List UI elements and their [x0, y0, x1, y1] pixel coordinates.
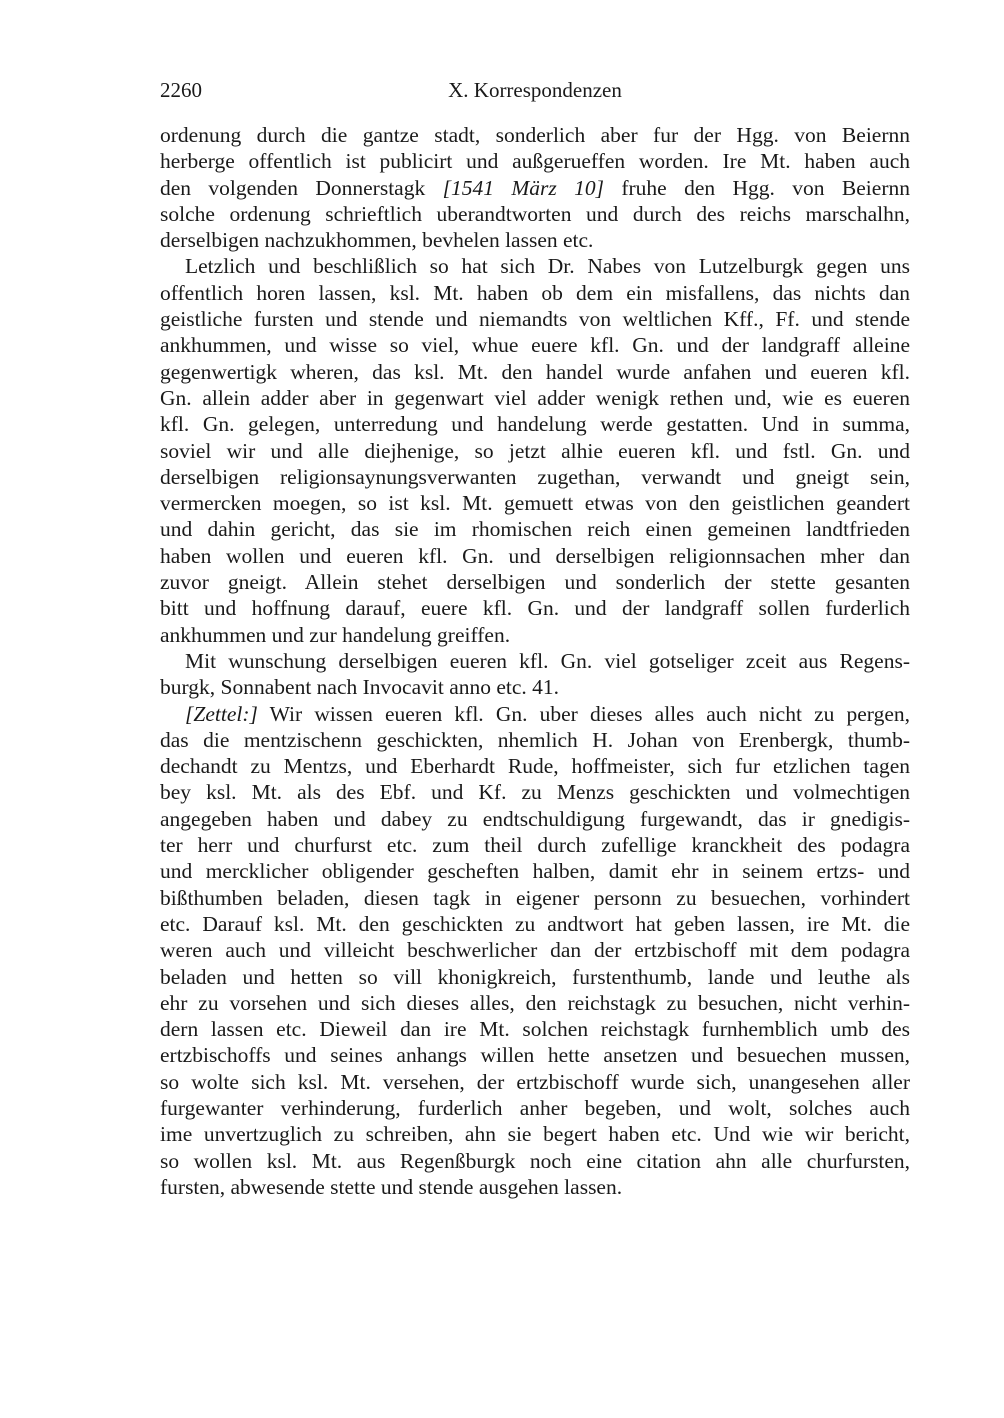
text-line: geistliche fursten und stende und niemandts von weltlichen Kff., Ff. und stende: [160, 307, 910, 332]
text-line: dechandt zu Mentzs, und Eberhardt Rude, hoffmeister, sich fur etzlichen tagen: [160, 754, 910, 779]
text-line: Gn. allein adder aber in gegenwart viel adder wenigk rethen und, wie es eueren: [160, 385, 910, 410]
text-line: ankhummen, und wisse so viel, whue euere kfl. Gn. und der landgraff alleine: [160, 333, 910, 358]
text-line: [Zettel:] Wir wissen eueren kfl. Gn. uber dieses alles auch nicht zu pergen,: [185, 701, 910, 726]
text-line: ime unvertzuglich zu schreiben, ahn sie begert haben etc. Und wie wir bericht,: [160, 1122, 910, 1147]
text-line: haben wollen und eueren kfl. Gn. und derselbigen religionnsachen mher dan: [160, 543, 910, 568]
text-line: zuvor gneigt. Allein stehet derselbigen und sonderlich der stette gesanten: [160, 570, 910, 595]
text-line: burgk, Sonnabent nach Invocavit anno etc. 41.: [160, 675, 560, 700]
text-line: soviel wir und alle diejhenige, so jetzt alhie eueren kfl. und fstl. Gn. und: [160, 438, 910, 463]
text-line: bey ksl. Mt. als des Ebf. und Kf. zu Menzs geschickten und volmechtigen: [160, 780, 910, 805]
text-line: ter herr und churfurst etc. zum theil durch zufellige kranckheit des podagra: [160, 833, 910, 858]
text-line: so wolte sich ksl. Mt. versehen, der ertzbischoff wurde sich, unangesehen aller: [160, 1069, 910, 1094]
text-line: beladen und hetten so vill khonigkreich, furstenthumb, lande und leuthe als: [160, 964, 910, 989]
text-line: ertzbischoffs und seines anhangs willen hette ansetzen und besuechen mussen,: [160, 1043, 910, 1068]
text-line: gegenwertigk wheren, das ksl. Mt. den handel wurde anfahen und eueren kfl.: [160, 359, 910, 384]
body-text: [160, 122, 910, 1200]
text-line: derselbigen nachzukhommen, bevhelen lassen etc.: [160, 228, 594, 253]
editorial-annotation: [1541 März 10]: [442, 175, 604, 200]
text-line: und mercklicher obligender gescheften halben, damit ehr in seinem ertzs- und: [160, 859, 910, 884]
text-line: angegeben haben und dabey zu endtschuldigung furgewandt, das ir gnedigis-: [160, 806, 910, 831]
text-line: kfl. Gn. gelegen, unterredung und handelung werde gestatten. Und in summa,: [160, 412, 910, 437]
text-line: vermercken moegen, so ist ksl. Mt. gemuett etwas von den geistlichen geandert: [160, 491, 910, 516]
text-line: herberge offentlich ist publicirt und außgerueffen worden. Ire Mt. haben auch: [160, 149, 910, 174]
running-title: X. Korrespondenzen: [448, 78, 622, 102]
editorial-annotation: [Zettel:]: [185, 701, 258, 726]
text-line: ordenung durch die gantze stadt, sonderlich aber fur der Hgg. von Beiernn: [160, 123, 910, 147]
text-line: bißthumben beladen, diesen tagk in eigener personn zu besuechen, vorhindert: [160, 885, 910, 910]
page-number: 2260: [160, 78, 202, 102]
text-line: offentlich horen lassen, ksl. Mt. haben ob dem ein misfallens, das nichts dan: [160, 280, 910, 305]
text-line: fursten, abwesende stette und stende ausgehen lassen.: [160, 1174, 623, 1199]
text-line: bitt und hoffnung darauf, euere kfl. Gn. und der landgraff sollen furderlich: [160, 596, 910, 621]
text-line: Letzlich und beschlißlich so hat sich Dr. Nabes von Lutzelburgk gegen uns: [185, 254, 910, 279]
text-line: solche ordenung schrieftlich uberandtworten und durch des reichs marschalhn,: [160, 201, 910, 226]
text-line: und dahin gericht, das sie im rhomischen reich einen gemeinen landtfrieden: [160, 517, 910, 542]
text-line: furgewanter verhinderung, furderlich anher begeben, und wolt, solches auch: [160, 1095, 910, 1120]
text-line: dern lassen etc. Dieweil dan ire Mt. solchen reichstagk furnhemblich umb des: [160, 1017, 910, 1042]
text-line: ankhummen und zur handelung greiffen.: [160, 622, 511, 647]
text-line: das die mentzischenn geschickten, nhemlich H. Johan von Erenbergk, thumb-: [160, 727, 910, 752]
page-header: [160, 78, 910, 108]
text-line: Mit wunschung derselbigen eueren kfl. Gn. viel gotseliger zceit aus Regens-: [185, 648, 910, 673]
text-line: etc. Darauf ksl. Mt. den geschickten zu andtwort hat geben lassen, ire Mt. die: [160, 911, 910, 936]
text-line: derselbigen religionsaynungsverwanten zugethan, verwandt und gneigt sein,: [160, 464, 910, 489]
text-line: weren auch und villeicht beschwerlicher dan der ertzbischoff mit dem podagra: [160, 938, 910, 963]
text-line: so wollen ksl. Mt. aus Regenßburgk noch eine citation ahn alle churfursten,: [160, 1148, 910, 1173]
text-line: ehr zu vorsehen und sich dieses alles, den reichstagk zu besuchen, nicht verhin-: [160, 990, 910, 1015]
text-line: den volgenden Donnerstagk [1541 März 10] fruhe den Hgg. von Beiernn: [160, 175, 910, 200]
